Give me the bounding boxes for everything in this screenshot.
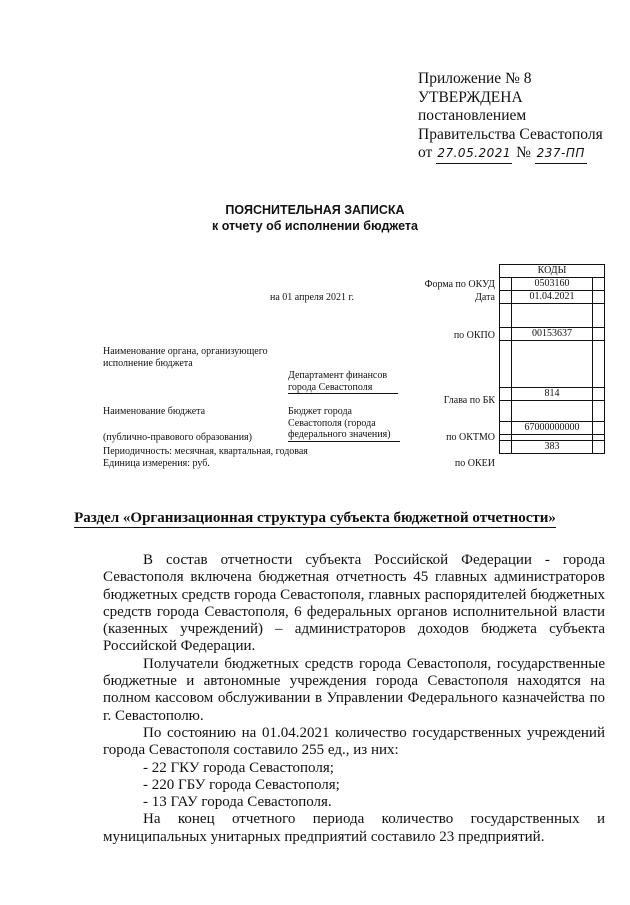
codes-table — [499, 264, 605, 454]
from-label: от — [418, 144, 433, 161]
handwritten-number: 237-ПП — [536, 146, 585, 160]
okpo-label: по ОКПО — [453, 330, 495, 341]
codes-cell: 67000000000 — [500, 422, 604, 435]
appendix-number: Приложение № 8 — [418, 70, 532, 87]
codes-cell — [500, 304, 604, 328]
unit: Единица измерения: руб. — [103, 458, 210, 469]
codes-cell — [500, 341, 604, 388]
bk-label: Глава по БК — [443, 395, 495, 406]
codes-cell — [500, 401, 604, 422]
approval-block — [418, 70, 603, 164]
codes-cell: 00153637 — [500, 328, 604, 341]
codes-cell: 383 — [500, 441, 604, 453]
handwritten-date: 27.05.2021 — [437, 146, 512, 160]
codes-cell: 814 — [500, 388, 604, 401]
number-sign: № — [516, 144, 531, 161]
approval-date-line — [418, 144, 603, 164]
paragraph: На конец отчетного периода количество государственных и муниципальных унитарных предприятий составило 23 предприятий. — [103, 811, 605, 845]
okei-label: по ОКЕИ — [454, 458, 495, 469]
paragraph: В состав отчетности субъекта Российской Федерации - города Севастополя включена бюджетная отчетность 45 главных администраторов бюджетных средств города Севастополя, главных распорядителей бюджетных средств города Севастополя, 6 федеральных органов исполнительной власти (казенных учреждений) – администраторов доходов бюджета субъекта Российской Федерации. — [103, 552, 605, 655]
codes-cell: 0503160 — [500, 278, 604, 291]
resolution-label: постановлением — [418, 107, 527, 124]
list-item: - 22 ГКУ города Севастополя; — [143, 759, 334, 776]
paragraph: По состоянию на 01.04.2021 количество государственных учреждений города Севастополя составило 255 ед., из них: — [103, 724, 605, 759]
org-label: Наименование органа, организующего исполнение бюджета — [103, 346, 268, 369]
codes-header: КОДЫ — [500, 265, 604, 278]
document-subtitle: к отчету об исполнении бюджета — [212, 219, 418, 233]
oktmo-label: по ОКТМО — [446, 432, 495, 443]
list-item: - 220 ГБУ города Севастополя; — [143, 776, 340, 793]
budget-value: Бюджет города Севастополя (города федерального значения) — [288, 406, 400, 442]
okud-label: Форма по ОКУД — [424, 279, 495, 290]
date-label: Дата — [475, 292, 495, 303]
budget-sub-label: (публично-правового образования) — [103, 432, 252, 443]
approved-label: УТВЕРЖДЕНА — [418, 88, 523, 106]
document-title: ПОЯСНИТЕЛЬНАЯ ЗАПИСКА — [225, 203, 405, 217]
codes-cell: 01.04.2021 — [500, 291, 604, 304]
list-item: - 13 ГАУ города Севастополя. — [143, 794, 332, 811]
paragraph: Получатели бюджетных средств города Севастополя, государственные бюджетные и автономные учреждения города Севастополя находятся на полном кассовом обслуживании в Управлении Федерального казначейства по г. Севастополю. — [103, 655, 605, 724]
government-label: Правительства Севастополя — [418, 125, 603, 143]
as-of-date: на 01 апреля 2021 г. — [270, 292, 354, 303]
section-body — [103, 552, 605, 846]
section-title: Раздел «Организационная структура субъекта бюджетной отчетности» — [74, 510, 556, 526]
periodicity: Периодичность: месячная, квартальная, годовая — [103, 446, 308, 457]
org-value: Департамент финансов города Севастополя — [288, 370, 398, 394]
budget-label: Наименование бюджета — [103, 406, 206, 417]
